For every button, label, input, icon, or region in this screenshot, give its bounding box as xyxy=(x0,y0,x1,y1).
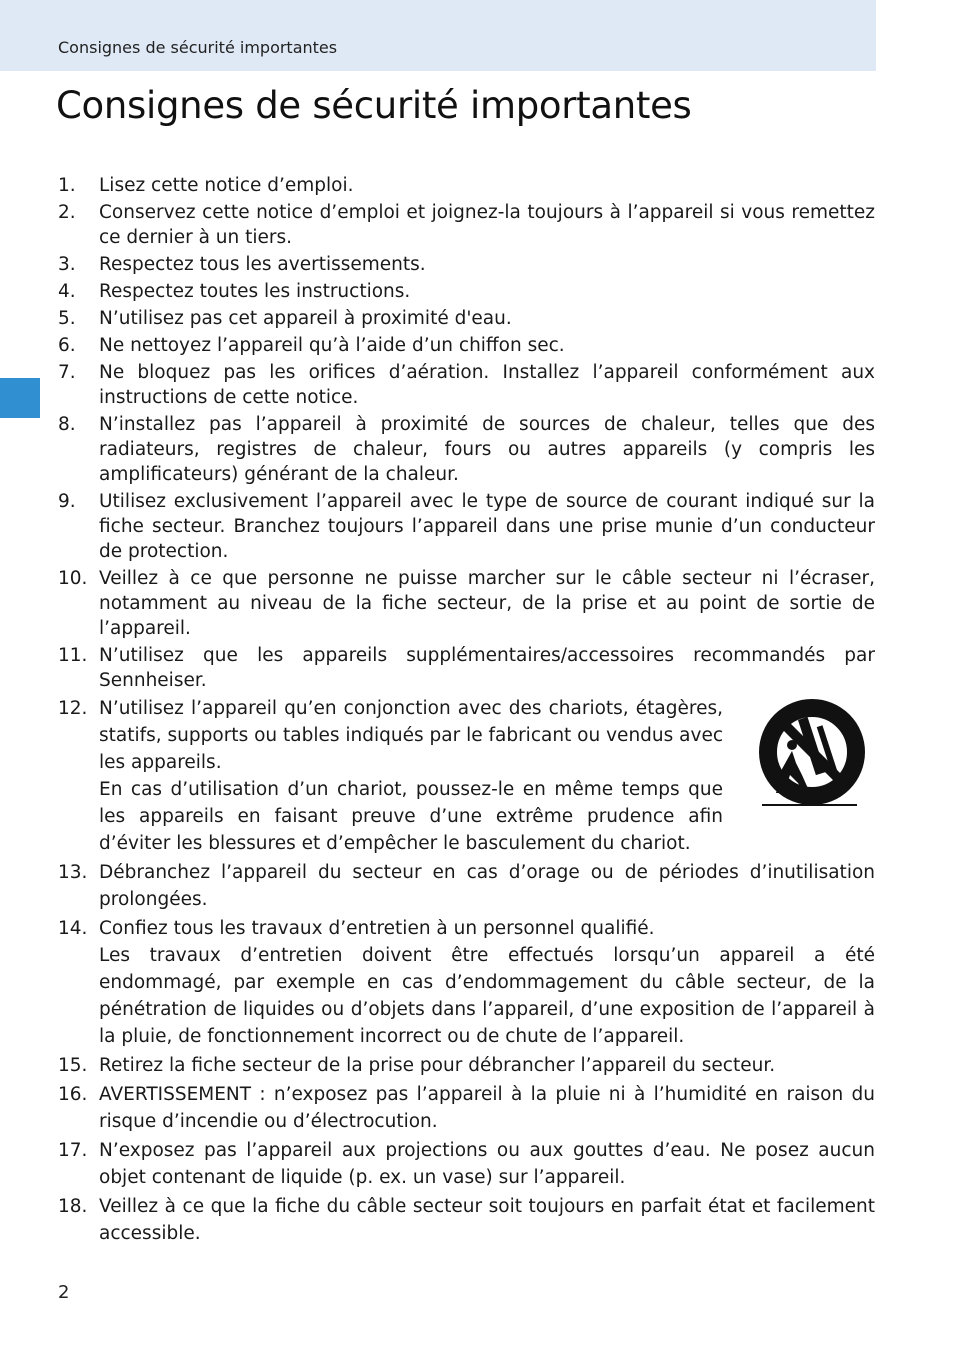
item-text: Retirez la fiche secteur de la prise pour débrancher l’appareil du secteur. xyxy=(99,1055,776,1076)
item-number: 14. xyxy=(58,918,88,939)
item-text: N’installez pas l’appareil à proximité de sources de chaleur, telles que des radiateurs, registres de chaleur, fours ou autres appareils (y compris les amplificateurs) générant de la chaleur. xyxy=(99,414,875,485)
header-band xyxy=(0,0,876,71)
item-text: Conservez cette notice d’emploi et joignez-la toujours à l’appareil si vous remettez ce dernier à un tiers. xyxy=(99,202,875,248)
item-text: N’utilisez l’appareil qu’en conjonction avec des chariots, étagères, statifs, supports ou tables indiqués par le fabricant ou vendus avec les appareils. xyxy=(99,698,723,773)
list-item xyxy=(58,173,875,198)
item-number: 13. xyxy=(58,862,88,883)
list-item xyxy=(58,252,875,277)
safety-instructions-list xyxy=(58,173,875,1249)
list-item xyxy=(58,412,875,487)
item-number: 3. xyxy=(58,254,76,275)
item-number: 11. xyxy=(58,645,88,666)
list-item xyxy=(58,643,875,693)
item-number: 17. xyxy=(58,1140,88,1161)
page-title: Consignes de sécurité importantes xyxy=(56,84,692,127)
list-item xyxy=(58,1081,875,1135)
list-item-cart-warning xyxy=(58,695,875,857)
item-text: Veillez à ce que personne ne puisse marcher sur le câble secteur ni l’écraser, notamment au niveau de la fiche secteur, de la prise et au point de sortie de l’appareil. xyxy=(99,568,875,639)
item-number: 1. xyxy=(58,175,76,196)
list-item xyxy=(58,1137,875,1191)
item-text: N’utilisez pas cet appareil à proximité d'eau. xyxy=(99,308,512,329)
item-number: 12. xyxy=(58,698,88,719)
list-item xyxy=(58,360,875,410)
page-number: 2 xyxy=(58,1282,70,1303)
item-text-continued: Les travaux d’entretien doivent être effectués lorsqu’un appareil a été endommagé, par exemple en cas d’endommagement du câble secteur, de la pénétration de liquides ou d’objets dans l’appareil, d’une exposition de l’appareil à la pluie, de fonctionnement incorrect ou de chute de l’appareil. xyxy=(99,945,875,1047)
item-number: 10. xyxy=(58,568,88,589)
list-item xyxy=(58,915,875,1050)
item-text: N’exposez pas l’appareil aux projections ou aux gouttes d’eau. Ne posez aucun objet contenant de liquide (p. ex. un vase) sur l’appareil. xyxy=(99,1140,875,1188)
item-text: N’utilisez que les appareils supplémentaires/accessoires recommandés par Sennheiser. xyxy=(99,645,875,691)
item-text: AVERTISSEMENT : n’exposez pas l’appareil à la pluie ni à l’humidité en raison du risque d’incendie ou d’électrocution. xyxy=(99,1084,875,1132)
item-text: Respectez toutes les instructions. xyxy=(99,281,411,302)
list-item xyxy=(58,859,875,913)
item-number: 16. xyxy=(58,1084,88,1105)
list-item xyxy=(58,200,875,250)
list-item xyxy=(58,1193,875,1247)
list-item xyxy=(58,333,875,358)
item-number: 18. xyxy=(58,1196,88,1217)
item-number: 8. xyxy=(58,414,76,435)
item-number: 7. xyxy=(58,362,76,383)
list-item xyxy=(58,566,875,641)
list-item xyxy=(58,1052,875,1079)
item-text: Utilisez exclusivement l’appareil avec le type de source de courant indiqué sur la fiche secteur. Branchez toujours l’appareil dans une prise munie d’un conducteur de protection. xyxy=(99,491,875,562)
item-text: Veillez à ce que la fiche du câble secteur soit toujours en parfait état et facilement accessible. xyxy=(99,1196,875,1244)
item-text: Respectez tous les avertissements. xyxy=(99,254,426,275)
item-number: 6. xyxy=(58,335,76,356)
item-text-group xyxy=(99,915,875,1050)
list-item xyxy=(58,306,875,331)
item-text: Ne nettoyez l’appareil qu’à l’aide d’un chiffon sec. xyxy=(99,335,565,356)
section-tab-marker xyxy=(0,378,40,418)
item-number: 9. xyxy=(58,491,76,512)
item-text: Confiez tous les travaux d’entretien à un personnel qualifié. xyxy=(99,918,655,939)
item-text-group xyxy=(99,695,723,857)
item-number: 4. xyxy=(58,281,76,302)
cart-tipover-warning-icon xyxy=(752,697,867,812)
item-number: 15. xyxy=(58,1055,88,1076)
item-text-continued: En cas d’utilisation d’un chariot, poussez-le en même temps que les appareils en faisant preuve d’une extrême prudence afin d’éviter les blessures et d’empêcher le basculement du chariot. xyxy=(99,779,723,854)
item-number: 5. xyxy=(58,308,76,329)
list-item xyxy=(58,279,875,304)
item-number: 2. xyxy=(58,202,76,223)
item-text: Débranchez l’appareil du secteur en cas d’orage ou de périodes d’inutilisation prolongées. xyxy=(99,862,875,910)
list-item xyxy=(58,489,875,564)
item-text: Lisez cette notice d’emploi. xyxy=(99,175,354,196)
running-header: Consignes de sécurité importantes xyxy=(58,38,338,57)
item-text: Ne bloquez pas les orifices d’aération. Installez l’appareil conformément aux instructions de cette notice. xyxy=(99,362,875,408)
